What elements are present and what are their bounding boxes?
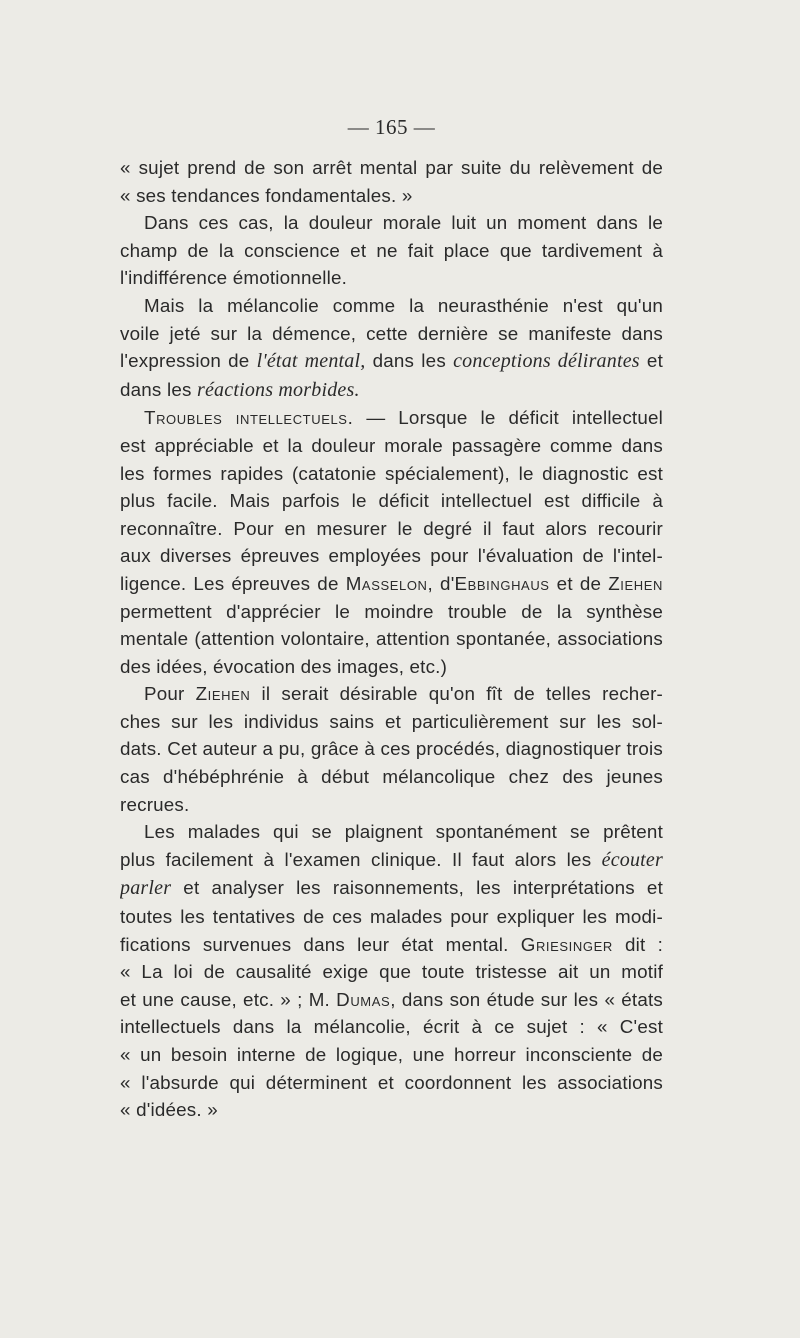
text-line: Les malades qui se plaignent spontanément se prêtent <box>144 821 663 843</box>
text-line <box>120 680 663 708</box>
text-line: reconnaître. Pour en mesurer le degré il faut alors recourir <box>120 517 663 539</box>
italic-phrase: parler <box>120 877 172 900</box>
small-caps-name: Griesinger <box>520 933 613 955</box>
text-line: est appréciable et la douleur morale passagère comme dans <box>120 434 663 456</box>
text-line: « ses tendances fondamentales. » <box>120 184 413 206</box>
text-line: « l'absurde qui déterminent et coordonnent les associations <box>120 1071 663 1093</box>
text-line: cas d'hébéphrénie à début mélancolique chez des jeunes <box>120 766 663 788</box>
text-line <box>120 347 663 376</box>
text-line: les formes rapides (catatonie spécialement), le diagnostic est <box>120 462 663 484</box>
text-line: champ de la conscience et ne fait place que tardivement à <box>120 239 663 261</box>
text-fragment: et de <box>549 572 609 594</box>
text-line: Dans ces cas, la douleur morale luit un moment dans le <box>144 212 663 234</box>
text-line <box>120 570 663 598</box>
text-fragment: il serait désirable qu'on fît de telles recher- <box>250 683 663 705</box>
text-line: voile jeté sur la démence, cette dernière se manifeste dans <box>120 322 663 344</box>
text-fragment: ligence. Les épreuves de <box>120 572 346 594</box>
italic-phrase: réactions morbides. <box>196 378 360 401</box>
text-line <box>120 404 663 432</box>
body-text <box>120 154 663 1124</box>
small-caps-name: Ebbinghaus <box>454 572 550 594</box>
text-fragment: plus facilement à l'examen clinique. Il faut alors les <box>120 848 602 870</box>
text-line: aux diverses épreuves employées pour l'évaluation de l'intel- <box>120 545 663 567</box>
text-fragment: et analyser les raisonnements, les interprétations et <box>171 877 663 899</box>
text-line: mentale (attention volontaire, attention spontanée, associations <box>120 628 663 650</box>
text-fragment: et <box>639 350 663 372</box>
small-caps-name: Troubles intellectuels. <box>144 407 354 429</box>
small-caps-name: Ziehen <box>608 572 663 594</box>
text-line <box>120 846 663 875</box>
text-line: l'indifférence émotionnelle. <box>120 267 348 289</box>
text-line <box>120 874 663 903</box>
text-fragment: dit : <box>612 933 663 955</box>
text-line: « sujet prend de son arrêt mental par suite du relèvement de <box>120 157 663 178</box>
text-line: Mais la mélancolie comme la neurasthénie n'est qu'un <box>144 294 663 316</box>
small-caps-name: Dumas <box>336 988 391 1010</box>
text-fragment: , dans son étude sur les « états <box>390 988 663 1010</box>
text-line: recrues. <box>120 793 190 815</box>
text-line: plus facile. Mais parfois le déficit intellectuel est difficile à <box>120 490 663 512</box>
text-line: toutes les tentatives de ces malades pour expliquer les modi- <box>120 906 663 928</box>
text-fragment: — Lorsque le déficit intellectuel <box>353 407 663 429</box>
small-caps-name: Ziehen <box>195 683 251 705</box>
text-fragment: dans les <box>120 378 197 400</box>
text-line: intellectuels dans la mélancolie, écrit à ce sujet : « C'est <box>120 1016 663 1038</box>
text-line <box>120 376 663 405</box>
text-line: « un besoin interne de logique, une horreur inconsciente de <box>120 1044 663 1065</box>
small-caps-name: Masselon <box>345 572 428 594</box>
text-fragment: , d' <box>427 572 455 594</box>
text-fragment: dans les <box>365 350 454 372</box>
text-line: des idées, évocation des images, etc.) <box>120 655 448 677</box>
text-line: ches sur les individus sains et particulièrement sur les sol- <box>120 710 663 732</box>
text-fragment: l'expression de <box>120 350 257 372</box>
text-line: « La loi de causalité exige que toute tristesse ait un motif <box>120 961 663 983</box>
text-line: dats. Cet auteur a pu, grâce à ces procédés, diagnostiquer trois <box>120 738 663 760</box>
text-line: « d'idées. » <box>120 1099 218 1121</box>
text-line <box>120 931 663 959</box>
text-fragment: fications survenues dans leur état mental. <box>120 933 521 955</box>
italic-phrase: conceptions délirantes <box>453 350 640 373</box>
italic-phrase: l'état mental, <box>256 350 366 373</box>
text-fragment: et une cause, etc. » ; M. <box>120 988 337 1010</box>
italic-phrase: écouter <box>601 848 663 871</box>
text-fragment: Pour <box>144 683 196 705</box>
text-line <box>120 986 663 1014</box>
text-line: permettent d'apprécier le moindre trouble de la synthèse <box>120 600 663 622</box>
page-number: — 165 — <box>347 115 436 139</box>
